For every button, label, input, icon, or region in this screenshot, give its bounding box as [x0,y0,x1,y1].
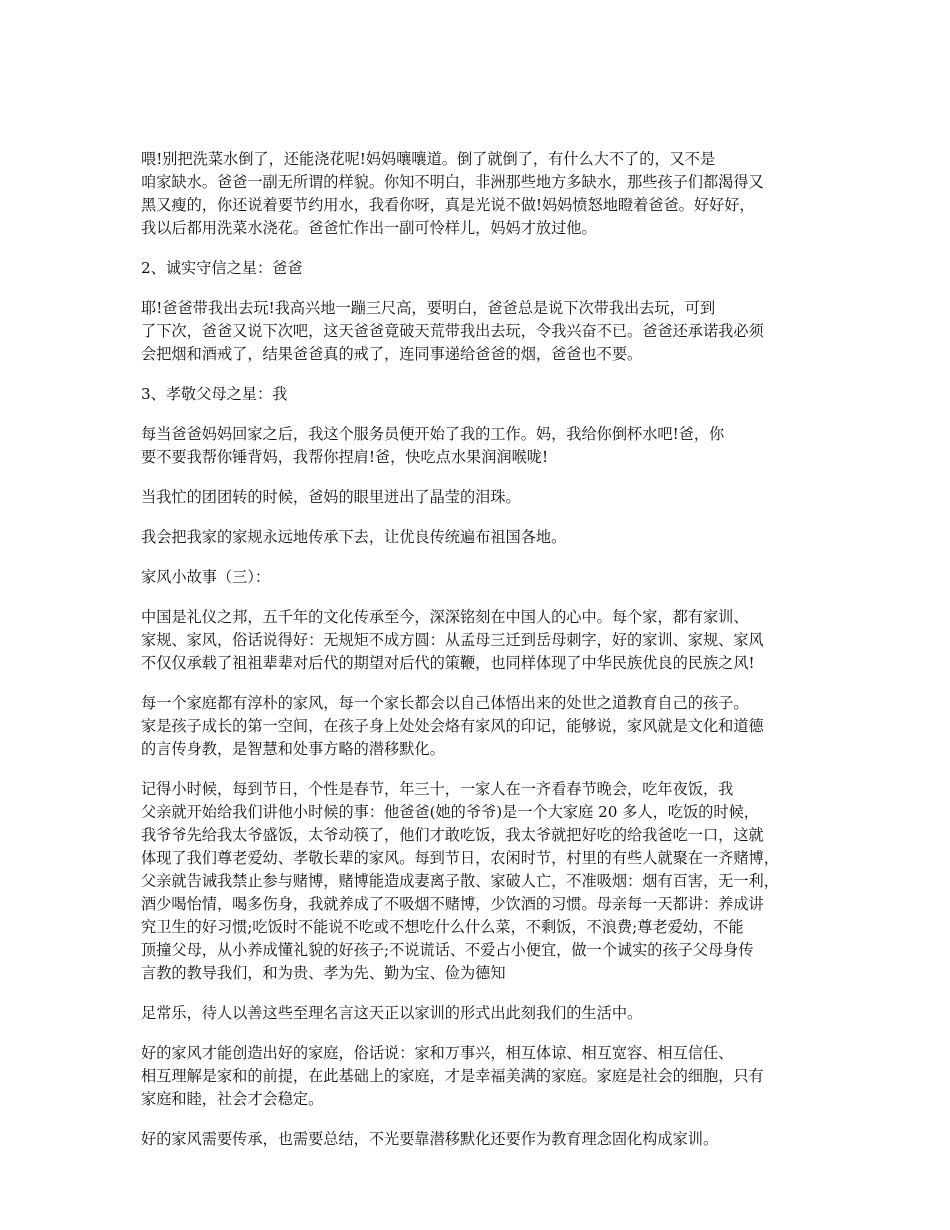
paragraph: 每一个家庭都有淳朴的家风，每一个家长都会以自己体悟出来的处世之道教育自己的孩子。 家是孩子成长的第一空间，在孩子身上处处会烙有家风的印记，能够说，家风就是文化和道德 的言传身教，是智慧和处事方略的潜移默化。 [141,694,764,758]
paragraph: 足常乐，待人以善这些至理名言这天正以家训的形式出此刻我们的生活中。 [141,1004,643,1022]
document-body [141,148,811,1168]
paragraph: 当我忙的团团转的时候，爸妈的眼里迸出了晶莹的泪珠。 [141,488,521,506]
paragraph: 好的家风才能创造出好的家庭，俗话说：家和万事兴，相互体谅、相互宽容、相互信任、 相互理解是家和的前提，在此基础上的家庭，才是幸福美满的家庭。家庭是社会的细胞，只有 家庭和睦，社会才会稳定。 [141,1044,764,1108]
paragraph: 好的家风需要传承，也需要总结，不光要靠潜移默化还要作为教育理念固化构成家训。 [141,1130,719,1148]
paragraph: 记得小时候，每到节日，个性是春节，年三十，一家人在一齐看春节晚会，吃年夜饭，我 父亲就开始给我们讲他小时候的事：他爸爸(她的爷爷)是一个大家庭 20 多人，吃饭的时候， 我爷爷先给我太爷盛饭，太爷动筷了，他们才敢吃饭，我太爷就把好吃的给我爸吃一口，这就 体现了我们尊老爱幼、孝敬长辈的家风。每到节日，农闲时节，村里的有些人就聚在一齐赌博， 父亲就告诫我禁止参与赌博，赌博能造成妻离子散、家破人亡，不准吸烟：烟有百害，无一利， 酒少喝怡情，喝多伤身，我就养成了不吸烟不赌博，少饮酒的习惯。母亲每一天都讲：养成讲 究卫生的好习惯;吃饭时不能说不吃或不想吃什么什么菜，不剩饭，不浪费;尊老爱幼，不能 顶撞父母，从小养成懂礼貌的好孩子;不说谎话、不爱占小便宜，做一个诚实的孩子父母身传 言教的教导我们，和为贵、孝为先、勤为宝、俭为德知 [141,780,779,982]
paragraph: 每当爸爸妈妈回家之后，我这个服务员便开始了我的工作。妈，我给你倒杯水吧!爸，你 要不要我帮你锤背妈，我帮你捏肩!爸，快吃点水果润润喉咙! [141,425,725,466]
paragraph: 中国是礼仪之邦，五千年的文化传承至今，深深铭刻在中国人的心中。每个家，都有家训、 家规、家风，俗话说得好：无规矩不成方圆：从孟母三迁到岳母刺字，好的家训、家规、家风 不仅仅承载了祖祖辈辈对后代的期望对后代的策鞭，也同样体现了中华民族优良的民族之风! [141,608,764,672]
paragraph: 喂!别把洗菜水倒了，还能浇花呢!妈妈嚷嚷道。倒了就倒了，有什么大不了的，又不是 咱家缺水。爸爸一副无所谓的样貌。你知不明白，非洲那些地方多缺水，那些孩子们都渴得又 黑又瘦的，你还说着要节约用水，我看你呀，真是光说不做!妈妈愤怒地瞪着爸爸。好好好， 我以后都用洗菜水浇花。爸爸忙作出一副可怜样儿，妈妈才放过他。 [141,150,764,237]
section-heading: 2、诚实守信之星：爸爸 [141,259,303,277]
section-heading: 3、孝敬父母之星：我 [141,385,288,403]
paragraph: 耶!爸爸带我出去玩!我高兴地一蹦三尺高，要明白，爸爸总是说下次带我出去玩，可到 了下次，爸爸又说下次吧，这天爸爸竟破天荒带我出去玩，令我兴奋不已。爸爸还承诺我必须 会把烟和酒戒了，结果爸爸真的戒了，连同事递给爸爸的烟，爸爸也不要。 [141,299,764,363]
section-heading: 家风小故事（三）： [141,568,271,586]
paragraph: 我会把我家的家规永远地传承下去，让优良传统遍布祖国各地。 [141,528,567,546]
